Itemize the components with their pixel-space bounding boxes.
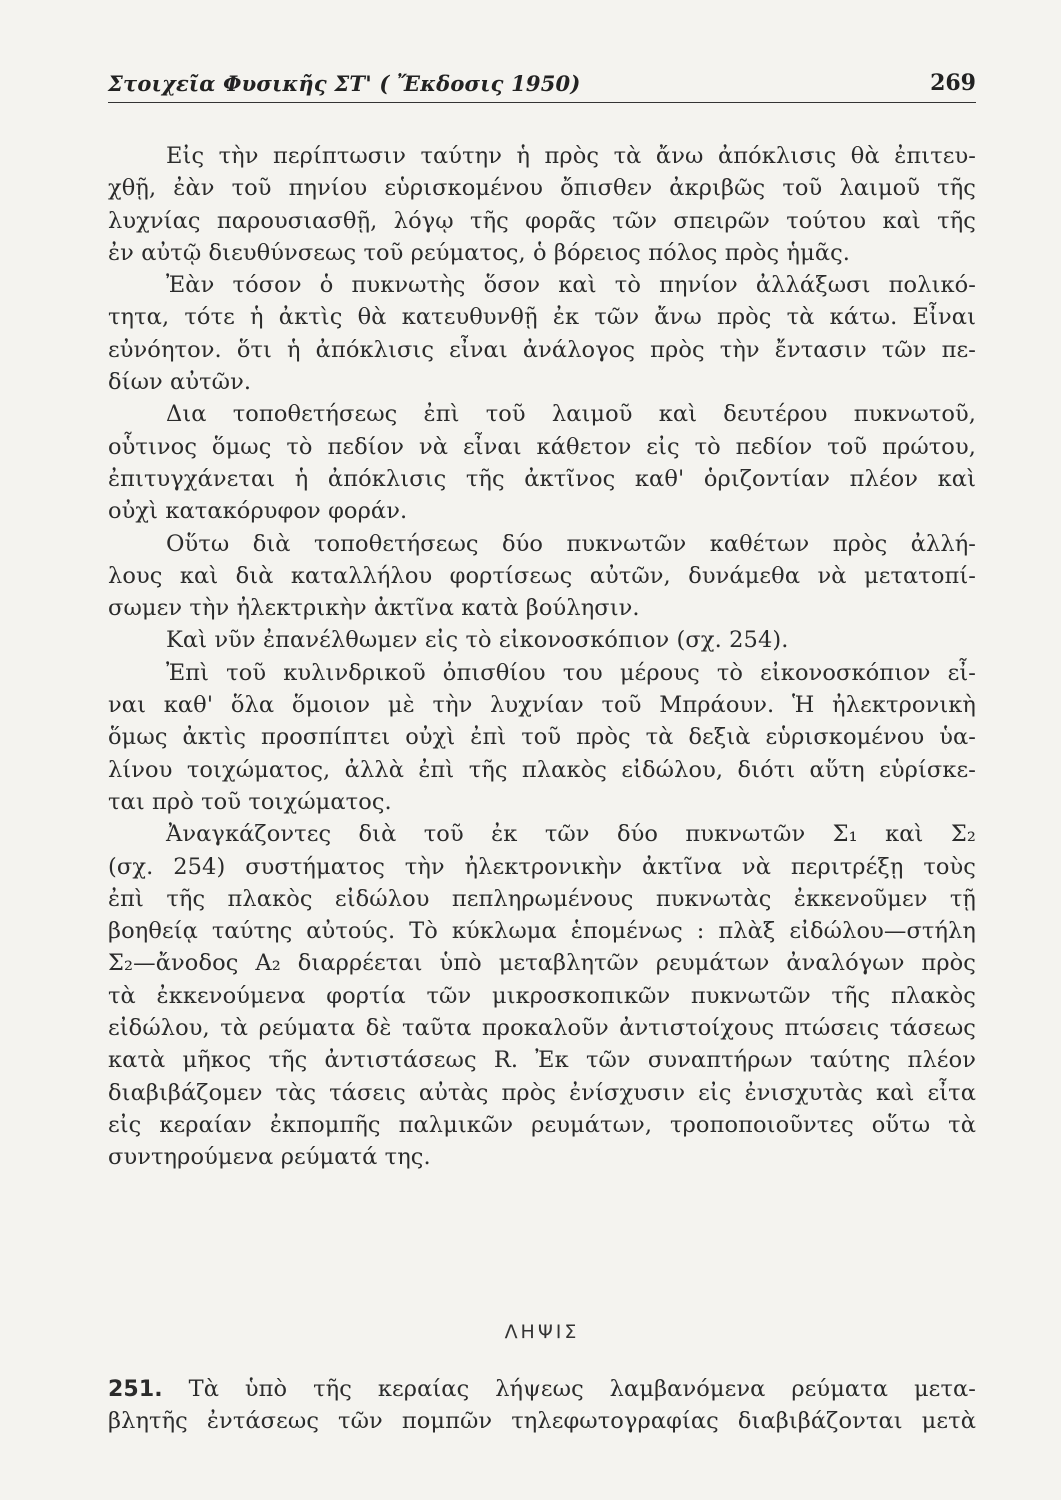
text-line: δίων αὐτῶν. — [108, 369, 252, 396]
page-body — [108, 140, 976, 1435]
text-line: ἐπιτυγχάνεται ἡ ἀπόκλισις τῆς ἀκτῖνος καθ' ὁριζοντίαν πλέον καὶ — [108, 465, 976, 492]
text-line: βλητῆς ἐντάσεως τῶν πομπῶν τηλεφωτογραφίας διαβιβάζονται μετὰ — [108, 1408, 976, 1435]
text-line: Καὶ νῦν ἐπανέλθωμεν εἰς τὸ εἰκονοσκόπιον (σχ. 254). — [166, 627, 789, 654]
text-line: ὅμως ἀκτὶς προσπίπτει οὐχὶ ἐπὶ τοῦ πρὸς τὰ δεξιὰ εὑρισκομένου ὑα- — [108, 724, 976, 751]
paragraph — [108, 398, 976, 527]
paragraph — [108, 624, 976, 656]
text-line: εἰς κεραίαν ἐκπομπῆς παλμικῶν ρευμάτων, τροποποιοῦντες οὕτω τὰ — [108, 1111, 976, 1138]
text-line: (σχ. 254) συστήματος τὴν ἠλεκτρονικὴν ἀκτῖνα νὰ περιτρέξῃ τοὺς — [108, 853, 976, 880]
section-line-text: Τὰ ὑπὸ τῆς κεραίας λήψεως λαμβανόμενα ρεύματα μετα- — [188, 1376, 976, 1402]
text-line: Εἰς τὴν περίπτωσιν ταύτην ἡ πρὸς τὰ ἄνω ἀπόκλισις θὰ ἐπιτευ- — [166, 143, 976, 169]
section-number: 251. — [108, 1377, 163, 1402]
text-line: κατὰ μῆκος τῆς ἀντιστάσεως R. Ἐκ τῶν συναπτήρων ταύτης πλέον — [108, 1047, 976, 1074]
text-line: οὐχὶ κατακόρυφον φοράν. — [108, 498, 408, 525]
paragraph — [108, 269, 976, 398]
paragraph — [108, 140, 976, 269]
text-line: εἰδώλου, τὰ ρεύματα δὲ ταῦτα προκαλοῦν ἀντιστοίχους πτώσεις τάσεως — [108, 1015, 976, 1042]
text-line: Οὕτω διὰ τοποθετήσεως δύο πυκνωτῶν καθέτων πρὸς ἀλλή- — [166, 530, 976, 557]
section-paragraph — [108, 1373, 976, 1438]
text-line: Ἐὰν τόσον ὁ πυκνωτὴς ὅσον καὶ τὸ πηνίον ἀλλάξωσι πολικό- — [166, 272, 976, 299]
text-line: Ἀναγκάζοντες διὰ τοῦ ἐκ τῶν δύο πυκνωτῶν Σ₁ καὶ Σ₂ — [166, 821, 976, 848]
text-line: Ἐπὶ τοῦ κυλινδρικοῦ ὀπισθίου του μέρους τὸ εἰκονοσκόπιον εἶ- — [166, 659, 976, 686]
text-line — [108, 1373, 976, 1405]
paragraph — [108, 657, 976, 818]
text-line: τητα, τότε ἡ ἀκτὶς θὰ κατευθυνθῇ ἐκ τῶν ἄνω πρὸς τὰ κάτω. Εἶναι — [108, 304, 976, 331]
text-line: λίνου τοιχώματος, ἀλλὰ ἐπὶ τῆς πλακὸς εἰδώλου, διότι αὕτη εὑρίσκε- — [108, 756, 976, 783]
text-line: λους καὶ διὰ καταλλήλου φορτίσεως αὐτῶν, δυνάμεθα νὰ μετατοπί- — [108, 562, 976, 589]
text-line: εὐνόητον. ὅτι ἡ ἀπόκλισις εἶναι ἀνάλογος πρὸς τὴν ἔντασιν τῶν πε- — [108, 336, 976, 363]
text-line: διαβιβάζομεν τὰς τάσεις αὐτὰς πρὸς ἐνίσχυσιν εἰς ἐνισχυτὰς καὶ εἶτα — [108, 1079, 976, 1106]
text-line: λυχνίας παρουσιασθῇ, λόγῳ τῆς φορᾶς τῶν σπειρῶν τούτου καὶ τῆς — [108, 207, 976, 234]
text-line: ται πρὸ τοῦ τοιχώματος. — [108, 788, 392, 815]
text-line: χθῇ, ἐὰν τοῦ πηνίου εὑρισκομένου ὄπισθεν ἀκριβῶς τοῦ λαιμοῦ τῆς — [108, 175, 976, 202]
running-header — [108, 70, 976, 103]
text-line: Δια τοποθετήσεως ἐπὶ τοῦ λαιμοῦ καὶ δευτέρου πυκνωτοῦ, — [166, 401, 976, 428]
page-number: 269 — [930, 70, 976, 96]
book-title: Στοιχεῖα Φυσικῆς ΣΤ' ( Ἔκδοσις 1950) — [108, 71, 581, 96]
text-line: τὰ ἐκκενούμενα φορτία τῶν μικροσκοπικῶν πυκνωτῶν τῆς πλακὸς — [108, 982, 976, 1009]
text-line: Σ₂—ἄνοδος Α₂ διαρρέεται ὑπὸ μεταβλητῶν ρευμάτων ἀναλόγων πρὸς — [108, 950, 976, 977]
text-line: οὗτινος ὅμως τὸ πεδίον νὰ εἶναι κάθετον εἰς τὸ πεδίον τοῦ πρώτου, — [108, 433, 976, 460]
section-heading: ΛΗΨΙΣ — [504, 1321, 580, 1343]
text-line: ἐπὶ τῆς πλακὸς εἰδώλου πεπληρωμένους πυκνωτὰς ἐκκενοῦμεν τῇ — [108, 885, 976, 912]
paragraph — [108, 818, 976, 1173]
text-line: ἐν αὐτῷ διευθύνσεως τοῦ ρεύματος, ὁ βόρειος πόλος πρὸς ἡμᾶς. — [108, 239, 851, 266]
text-line: ναι καθ' ὅλα ὅμοιον μὲ τὴν λυχνίαν τοῦ Μπράουν. Ἡ ἠλεκτρονικὴ — [108, 692, 976, 719]
text-line: βοηθείᾳ ταύτης αὐτούς. Τὸ κύκλωμα ἑπομένως : πλὰξ εἰδώλου—στήλη — [108, 918, 976, 945]
text-line: συντηρούμενα ρεύματά της. — [108, 1144, 431, 1171]
paragraph — [108, 528, 976, 625]
text-line: σωμεν τὴν ἠλεκτρικὴν ἀκτῖνα κατὰ βούλησιν. — [108, 595, 640, 622]
